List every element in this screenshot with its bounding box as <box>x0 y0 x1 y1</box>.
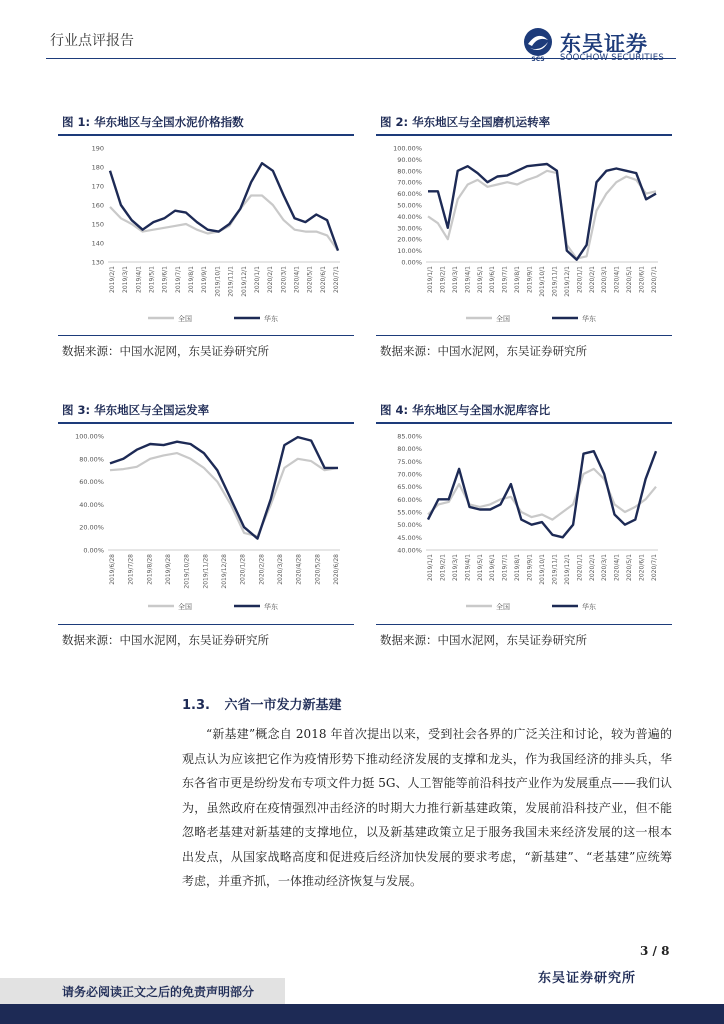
x-tick-label: 2020/5/28 <box>314 554 322 585</box>
x-tick-label: 2019/8/1 <box>514 554 522 581</box>
x-tick-label: 2019/8/1 <box>188 266 196 293</box>
x-tick-label: 2019/3/1 <box>451 266 459 293</box>
figure-1-label: 图 1: <box>62 115 91 129</box>
report-type: 行业点评报告 <box>50 33 134 49</box>
y-tick-label: 40.00% <box>397 212 422 221</box>
series-line-national <box>110 196 338 251</box>
x-tick-label: 2019/3/1 <box>122 266 130 293</box>
x-tick-label: 2019/11/1 <box>551 554 559 585</box>
logo-mark-icon <box>520 26 556 62</box>
page-number: 3 / 8 <box>640 944 670 958</box>
figure-2-source: 数据来源：中国水泥网，东吴证券研究所 <box>380 344 587 358</box>
x-tick-label: 2019/11/1 <box>551 266 559 297</box>
figure-1-bottom-rule <box>58 335 354 336</box>
x-tick-label: 2020/6/28 <box>333 554 340 585</box>
figure-4-title <box>380 402 550 418</box>
figure-2-label: 图 2: <box>380 115 409 129</box>
x-tick-label: 2019/1/1 <box>427 554 434 581</box>
y-tick-label: 55.00% <box>397 508 422 517</box>
y-tick-label: 80.00% <box>79 455 104 464</box>
y-tick-label: 20.00% <box>397 235 422 244</box>
y-tick-label: 160 <box>91 201 104 210</box>
section-number: 1.3. <box>182 698 210 713</box>
footer-org: 东吴证券研究所 <box>538 971 637 986</box>
legend-label: 全国 <box>496 603 510 611</box>
figure-4-source: 数据来源：中国水泥网，东吴证券研究所 <box>380 633 587 647</box>
x-tick-label: 2019/12/28 <box>221 554 228 589</box>
x-tick-label: 2020/2/1 <box>267 266 275 293</box>
x-tick-label: 2020/6/1 <box>638 266 646 293</box>
x-tick-label: 2019/4/1 <box>464 554 472 581</box>
x-tick-label: 2020/4/28 <box>295 554 303 585</box>
y-tick-label: 60.00% <box>397 495 422 504</box>
x-tick-label: 2019/5/1 <box>476 266 484 293</box>
x-tick-label: 2019/6/28 <box>109 554 116 585</box>
figure-4-top-rule <box>376 422 672 424</box>
x-tick-label: 2019/10/1 <box>214 266 222 297</box>
legend-label: 华东 <box>264 603 278 611</box>
figure-2-chart <box>376 140 672 330</box>
figure-4-bottom-rule <box>376 624 672 625</box>
x-tick-label: 2019/2/1 <box>439 554 447 581</box>
x-tick-label: 2019/1/1 <box>427 266 434 293</box>
legend-label: 全国 <box>496 315 510 323</box>
figure-3-top-rule <box>58 422 354 424</box>
section-title: 六省一市发力新基建 <box>224 698 342 713</box>
series-line-national <box>428 171 656 259</box>
legend-label: 华东 <box>264 315 278 323</box>
legend-label: 全国 <box>178 315 192 323</box>
y-tick-label: 85.00% <box>397 432 422 441</box>
x-tick-label: 2019/9/1 <box>526 554 534 581</box>
x-tick-label: 2019/10/1 <box>539 266 546 297</box>
y-tick-label: 80.00% <box>397 167 422 176</box>
figure-1-chart <box>58 140 354 330</box>
series-line-east-china <box>110 163 338 250</box>
figure-3-chart <box>58 428 354 618</box>
x-tick-label: 2020/1/1 <box>576 554 584 581</box>
x-tick-label: 2019/7/28 <box>127 554 135 585</box>
x-tick-label: 2020/6/1 <box>319 266 327 293</box>
company-logo <box>520 26 680 66</box>
figure-2-caption: 华东地区与全国磨机运转率 <box>412 115 551 129</box>
x-tick-label: 2019/8/1 <box>514 266 522 293</box>
x-tick-label: 2019/10/28 <box>183 554 191 589</box>
x-tick-label: 2019/7/1 <box>501 554 509 581</box>
figure-4-chart <box>376 428 672 618</box>
figure-2-top-rule <box>376 134 672 136</box>
figure-2-bottom-rule <box>376 335 672 336</box>
figure-3-source: 数据来源：中国水泥网，东吴证券研究所 <box>62 633 269 647</box>
y-tick-label: 170 <box>91 182 104 191</box>
y-tick-label: 75.00% <box>397 457 422 466</box>
figure-3-caption: 华东地区与全国运发率 <box>94 403 210 417</box>
logo-en: SOOCHOW SECURITIES <box>560 53 665 63</box>
y-tick-label: 140 <box>91 239 104 248</box>
x-tick-label: 2020/2/1 <box>588 554 596 581</box>
x-tick-label: 2020/1/1 <box>576 266 584 293</box>
series-line-east-china <box>110 437 338 538</box>
x-tick-label: 2019/11/28 <box>202 554 210 589</box>
series-line-national <box>110 453 338 536</box>
logo-cn: 东吴证券 <box>560 32 648 56</box>
y-tick-label: 190 <box>91 144 104 153</box>
figure-1-source: 数据来源：中国水泥网，东吴证券研究所 <box>62 344 269 358</box>
figure-4-label: 图 4: <box>380 403 409 417</box>
footer-band <box>0 1004 724 1024</box>
y-tick-label: 180 <box>91 163 104 172</box>
y-tick-label: 40.00% <box>397 546 422 555</box>
x-tick-label: 2019/12/1 <box>563 554 571 585</box>
y-tick-label: 130 <box>91 258 104 267</box>
x-tick-label: 2020/7/1 <box>333 266 340 293</box>
x-tick-label: 2019/2/1 <box>109 266 116 293</box>
y-tick-label: 0.00% <box>83 546 104 555</box>
x-tick-label: 2020/2/1 <box>588 266 596 293</box>
x-tick-label: 2019/11/1 <box>227 266 235 297</box>
x-tick-label: 2019/6/1 <box>161 266 169 293</box>
x-tick-label: 2020/3/1 <box>601 266 609 293</box>
figure-1-top-rule <box>58 134 354 136</box>
figure-1-caption: 华东地区与全国水泥价格指数 <box>94 115 244 129</box>
x-tick-label: 2020/6/1 <box>638 554 646 581</box>
section-paragraph: “新基建”概念自 2018 年首次提出以来，受到社会各界的广泛关注和讨论，较为普遍的观点认为应该把它作为疫情形势下推动经济发展的支撑和龙头，作为我国经济的排头兵，华东各省市更是纷纷发布专项文件力挺 5G、人工智能等前沿科技产业作为发展重点——我们认为，虽然政府在疫情强烈冲击经济的时期大力推行新基建政策，发展前沿科技产业，但不能忽略老基建对新基建的支撑地位，以及新基建政策立足于服务我国未来经济发展的这一根本出发点，从国家战略高度和促进疫后经济加快发展的要求考虑，“新基建”、“老基建”应统筹考虑，并重齐抓，一体推动经济恢复与发展。 <box>182 727 672 888</box>
figure-4-caption: 华东地区与全国水泥库容比 <box>412 403 551 417</box>
figure-3-label: 图 3: <box>62 403 91 417</box>
x-tick-label: 2020/3/1 <box>601 554 609 581</box>
section-heading <box>182 694 342 713</box>
y-tick-label: 150 <box>91 220 104 229</box>
x-tick-label: 2019/3/1 <box>451 554 459 581</box>
y-tick-label: 60.00% <box>79 478 104 487</box>
x-tick-label: 2019/7/1 <box>174 266 182 293</box>
y-tick-label: 80.00% <box>397 445 422 454</box>
x-tick-label: 2019/6/1 <box>489 554 497 581</box>
figure-2-title <box>380 114 550 130</box>
x-tick-label: 2020/3/1 <box>280 266 288 293</box>
y-tick-label: 50.00% <box>397 201 422 210</box>
x-tick-label: 2019/5/1 <box>476 554 484 581</box>
legend-label: 华东 <box>582 315 596 323</box>
x-tick-label: 2019/9/28 <box>165 554 172 585</box>
x-tick-label: 2020/1/28 <box>239 554 247 585</box>
y-tick-label: 90.00% <box>397 155 422 164</box>
y-tick-label: 50.00% <box>397 521 422 530</box>
y-tick-label: 70.00% <box>397 178 422 187</box>
x-tick-label: 2020/4/1 <box>613 554 621 581</box>
x-tick-label: 2020/5/1 <box>626 266 634 293</box>
figure-1-title <box>62 114 244 130</box>
x-tick-label: 2019/10/1 <box>539 554 546 585</box>
y-tick-label: 100.00% <box>393 144 422 153</box>
y-tick-label: 45.00% <box>397 533 422 542</box>
legend-label: 全国 <box>178 603 192 611</box>
x-tick-label: 2019/9/1 <box>201 266 209 293</box>
series-line-east-china <box>428 451 656 537</box>
x-tick-label: 2019/8/28 <box>146 554 154 585</box>
x-tick-label: 2020/2/28 <box>258 554 266 585</box>
figure-3-bottom-rule <box>58 624 354 625</box>
x-tick-label: 2019/5/1 <box>148 266 156 293</box>
figure-3-title <box>62 402 209 418</box>
y-tick-label: 0.00% <box>401 258 422 267</box>
y-tick-label: 60.00% <box>397 190 422 199</box>
x-tick-label: 2019/2/1 <box>439 266 447 293</box>
x-tick-label: 2019/6/1 <box>489 266 497 293</box>
x-tick-label: 2020/3/28 <box>277 554 284 585</box>
y-tick-label: 100.00% <box>75 432 104 441</box>
y-tick-label: 20.00% <box>79 523 104 532</box>
legend-label: 华东 <box>582 603 596 611</box>
x-tick-label: 2020/4/1 <box>613 266 621 293</box>
x-tick-label: 2020/5/1 <box>626 554 634 581</box>
y-tick-label: 65.00% <box>397 483 422 492</box>
x-tick-label: 2020/4/1 <box>293 266 301 293</box>
x-tick-label: 2020/7/1 <box>651 554 658 581</box>
x-tick-label: 2019/12/1 <box>563 266 571 297</box>
y-tick-label: 10.00% <box>397 247 422 256</box>
y-tick-label: 40.00% <box>79 500 104 509</box>
x-tick-label: 2019/4/1 <box>464 266 472 293</box>
x-tick-label: 2019/9/1 <box>526 266 534 293</box>
x-tick-label: 2019/7/1 <box>501 266 509 293</box>
x-tick-label: 2020/7/1 <box>651 266 658 293</box>
y-tick-label: 30.00% <box>397 224 422 233</box>
x-tick-label: 2020/1/1 <box>253 266 261 293</box>
y-tick-label: 70.00% <box>397 470 422 479</box>
logo-mark-text: SCS <box>531 56 545 62</box>
x-tick-label: 2019/12/1 <box>240 266 248 297</box>
disclaimer-text: 请务必阅读正文之后的免责声明部分 <box>62 985 255 999</box>
x-tick-label: 2019/4/1 <box>135 266 143 293</box>
x-tick-label: 2020/5/1 <box>306 266 314 293</box>
